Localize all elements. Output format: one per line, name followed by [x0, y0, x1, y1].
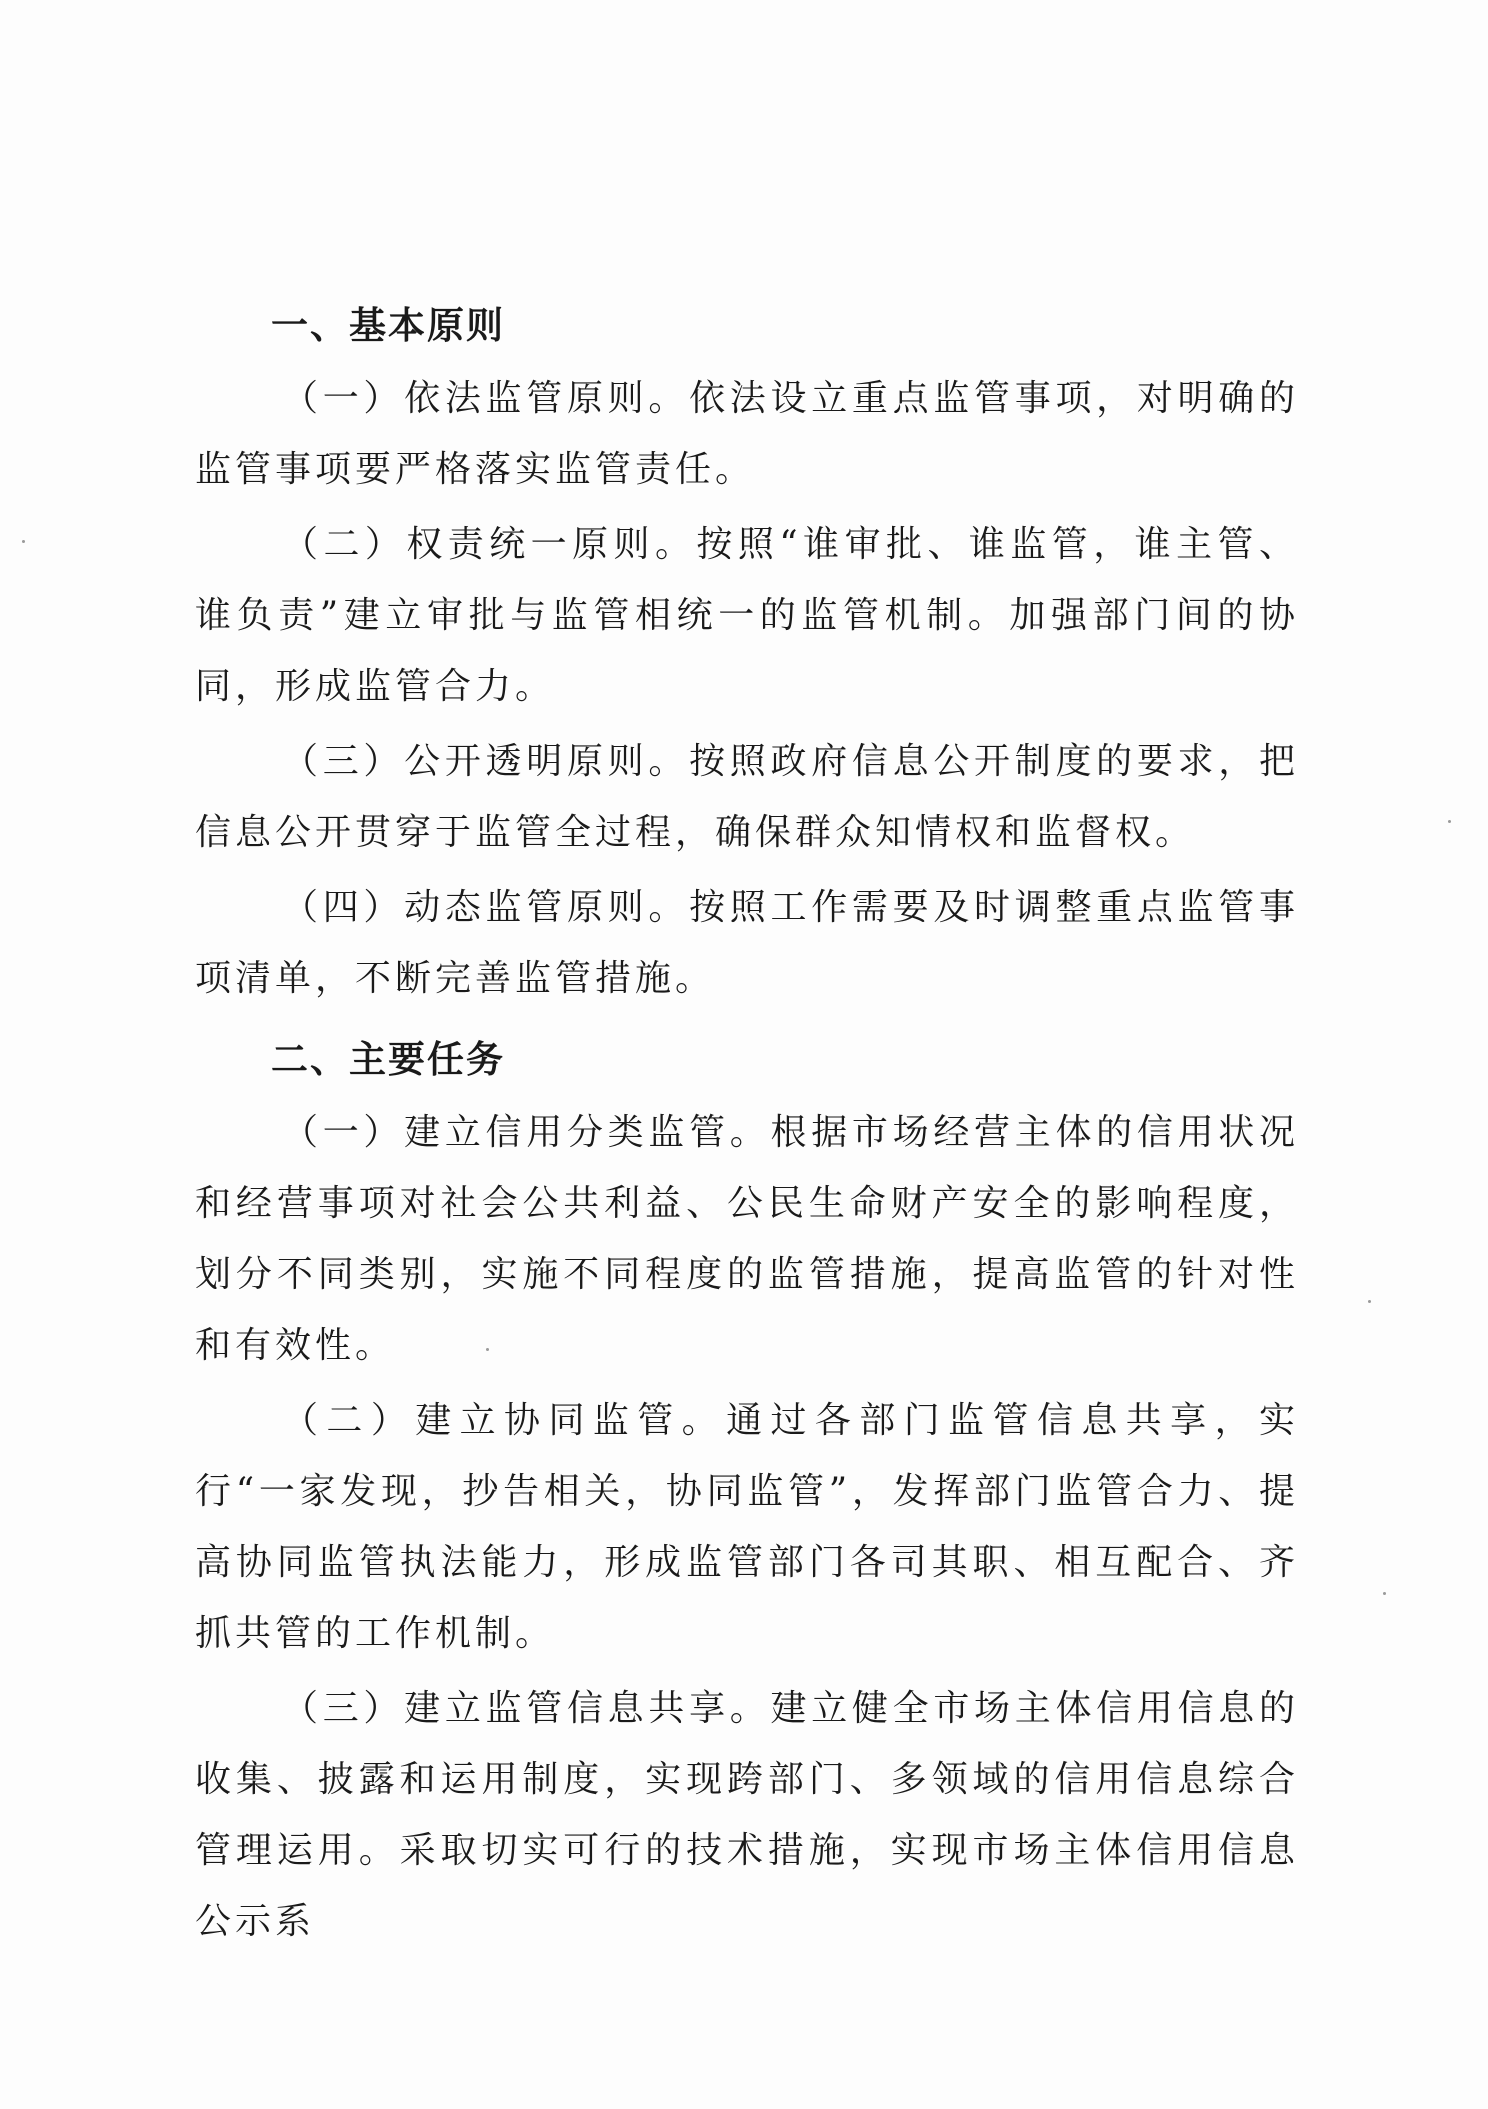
scan-speck — [1383, 1592, 1386, 1595]
paragraph-lawful-supervision: （一）依法监管原则。依法设立重点监管事项，对明确的监管事项要严格落实监管责任。 — [195, 378, 1299, 490]
paragraph-openness-transparency: （三）公开透明原则。按照政府信息公开制度的要求，把信息公开贯穿于监管全过程，确保群众知情权和监督权。 — [195, 741, 1299, 853]
paragraph-unified-responsibility: （二）权责统一原则。按照“谁审批、谁监管，谁主管、谁负责”建立审批与监管相统一的监管机制。加强部门间的协同，形成监管合力。 — [195, 524, 1299, 707]
scan-speck — [1368, 1300, 1371, 1303]
scan-speck — [22, 540, 25, 543]
paragraph-dynamic-supervision: （四）动态监管原则。按照工作需要及时调整重点监管事项清单，不断完善监管措施。 — [195, 887, 1299, 999]
scan-speck — [1448, 820, 1451, 823]
document-body — [195, 290, 1299, 1961]
paragraph-credit-classification: （一）建立信用分类监管。根据市场经营主体的信用状况和经营事项对社会公共利益、公民生命财产安全的影响程度，划分不同类别，实施不同程度的监管措施，提高监管的针对性和有效性。 — [195, 1112, 1299, 1366]
section-heading-main-tasks: 二、主要任务 — [271, 1038, 505, 1081]
section-heading-basic-principles: 一、基本原则 — [271, 304, 505, 347]
paragraph-information-sharing: （三）建立监管信息共享。建立健全市场主体信用信息的收集、披露和运用制度，实现跨部门、多领域的信用信息综合管理运用。采取切实可行的技术措施，实现市场主体信用信息公示系 — [195, 1688, 1299, 1942]
paragraph-coordinated-supervision: （二）建立协同监管。通过各部门监管信息共享，实行“一家发现，抄告相关，协同监管”，发挥部门监管合力、提高协同监管执法能力，形成监管部门各司其职、相互配合、齐抓共管的工作机制。 — [195, 1400, 1299, 1654]
